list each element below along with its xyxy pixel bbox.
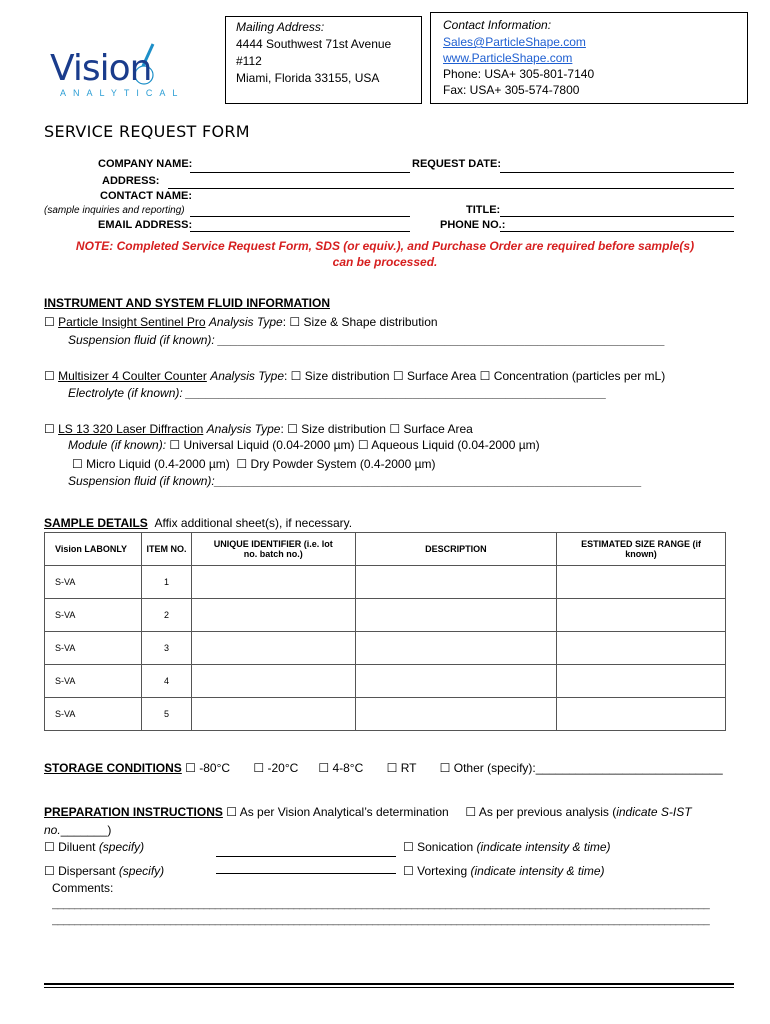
row-desc-cell[interactable] [355, 665, 557, 698]
logo-sub: ANALYTICAL [60, 88, 185, 98]
storage-opt2-checkbox[interactable]: ☐ [253, 761, 265, 775]
sentinel-name: Particle Insight Sentinel Pro [58, 315, 206, 329]
multisizer-opt2-checkbox[interactable]: ☐ [392, 369, 404, 383]
storage-opt5-label: Other (specify):____________________________ [453, 761, 723, 775]
sonication-label: Sonication [417, 840, 474, 854]
table-row [45, 665, 726, 698]
diluent-label: Diluent [58, 840, 96, 854]
diluent-checkbox[interactable]: ☐ [44, 840, 55, 854]
ls-mod1-checkbox[interactable]: ☐ [169, 438, 181, 452]
col-desc: DESCRIPTION [355, 533, 557, 566]
row-lab: S-VA [45, 566, 142, 599]
bottom-divider [44, 983, 734, 985]
multisizer-name: Multisizer 4 Coulter Counter [58, 369, 207, 383]
row-uid-cell[interactable] [191, 599, 355, 632]
request-date-input[interactable] [500, 172, 734, 173]
row-desc-cell[interactable] [355, 632, 557, 665]
mailing-address-box [225, 16, 422, 104]
storage-heading: STORAGE CONDITIONS [44, 761, 182, 775]
samples-heading-row [44, 515, 352, 531]
dispersant-input[interactable] [216, 873, 396, 874]
storage-opt1-checkbox[interactable]: ☐ [185, 761, 196, 775]
row-size-cell[interactable] [557, 599, 726, 632]
sentinel-fluid[interactable]: Suspension fluid (if known): ___________________________________________________________________ [68, 333, 666, 347]
comments-label: Comments: [52, 881, 114, 895]
row-uid-cell[interactable] [191, 566, 355, 599]
ls-opt1-label: Size distribution [301, 422, 386, 436]
company-name-input[interactable] [190, 172, 410, 173]
ls-mod2-checkbox[interactable]: ☐ [357, 438, 369, 452]
table-row [45, 599, 726, 632]
phone-no-label: PHONE NO.: [440, 219, 506, 231]
col-uid: UNIQUE IDENTIFIER (i.e. lot no. batch no.) [191, 533, 355, 566]
storage-opt4-label: RT [400, 761, 417, 775]
diluent-spec: (specify) [98, 840, 145, 854]
row-size-cell[interactable] [557, 566, 726, 599]
prep-row [44, 804, 734, 820]
ls-mod4-label: Dry Powder System (0.4-2000 µm) [250, 457, 436, 471]
storage-row [44, 760, 723, 776]
storage-opt1-label: -80°C [199, 761, 231, 775]
prep-opt2-no: no. [44, 823, 61, 837]
prep-heading: PREPARATION INSTRUCTIONS [44, 805, 223, 819]
samples-header-row [45, 533, 726, 566]
ls-row: ☐ LS 13 320 Laser Diffraction Analysis Type: ☐ Size distribution ☐ Surface Area [44, 422, 473, 436]
ls-mod3-checkbox[interactable]: ☐ [72, 457, 83, 471]
contact-info-box [430, 12, 748, 104]
mailing-line3: Miami, Florida 33155, USA [236, 71, 380, 85]
phone-no-input[interactable] [500, 231, 734, 232]
row-size-cell[interactable] [557, 665, 726, 698]
sentinel-row: ☐ Particle Insight Sentinel Pro Analysis Type: ☐ Size & Shape distribution [44, 315, 438, 329]
storage-opt5-checkbox[interactable]: ☐ [439, 761, 451, 775]
address-input[interactable] [168, 188, 734, 189]
ls-opt2-checkbox[interactable]: ☐ [389, 422, 401, 436]
sonication-spec: (indicate intensity & time) [476, 840, 611, 854]
row-item: 4 [142, 665, 192, 698]
multisizer-opt3-label: Concentration (particles per mL) [493, 369, 666, 383]
multisizer-fluid[interactable]: Electrolyte (if known): _______________________________________________________________ [68, 386, 607, 400]
contact-phone: Phone: USA+ 305-801-7140 [443, 67, 595, 81]
ls-fluid[interactable]: Suspension fluid (if known):________________________________________________________________ [68, 474, 642, 488]
dispersant-row [44, 863, 164, 879]
samples-subheading: Affix additional sheet(s), if necessary. [154, 516, 353, 530]
row-lab: S-VA [45, 698, 142, 731]
note-line2: can be processed. [332, 255, 438, 269]
ls-mod1-label: Universal Liquid (0.04-2000 µm) [183, 438, 355, 452]
multisizer-opt3-checkbox[interactable]: ☐ [479, 369, 491, 383]
mailing-line2: #112 [236, 54, 262, 68]
row-lab: S-VA [45, 599, 142, 632]
email-address-label: EMAIL ADDRESS: [98, 219, 193, 231]
col-item: ITEM NO. [142, 533, 192, 566]
row-desc-cell[interactable] [355, 566, 557, 599]
instrument-heading: INSTRUMENT AND SYSTEM FLUID INFORMATION [44, 296, 330, 310]
row-item: 3 [142, 632, 192, 665]
row-lab: S-VA [45, 665, 142, 698]
company-name-label: COMPANY NAME: [98, 158, 193, 170]
title-label: TITLE: [466, 204, 501, 216]
row-size-cell[interactable] [557, 698, 726, 731]
note-line1: NOTE: Completed Service Request Form, SDS (or equiv.), and Purchase Order are required before sample(s) [75, 239, 695, 253]
multisizer-analysis-label: Analysis Type [210, 369, 284, 383]
sentinel-checkbox[interactable]: ☐ [44, 315, 55, 329]
request-date-label: REQUEST DATE: [412, 158, 502, 170]
ls-module-label: Module (if known): [68, 438, 167, 452]
table-row [45, 566, 726, 599]
contact-fax: Fax: USA+ 305-574-7800 [443, 83, 580, 97]
storage-opt3-checkbox[interactable]: ☐ [318, 761, 330, 775]
row-item: 5 [142, 698, 192, 731]
storage-opt3-label: 4-8°C [332, 761, 364, 775]
row-desc-cell[interactable] [355, 698, 557, 731]
prep-opt1-checkbox[interactable]: ☐ [226, 805, 238, 819]
col-size: ESTIMATED SIZE RANGE (if known) [557, 533, 726, 566]
contact-name-input[interactable] [190, 216, 410, 217]
row-desc-cell[interactable] [355, 599, 557, 632]
ls-name: LS 13 320 Laser Diffraction [58, 422, 204, 436]
storage-opt4-checkbox[interactable]: ☐ [386, 761, 398, 775]
row-uid-cell[interactable] [191, 698, 355, 731]
row-size-cell[interactable] [557, 632, 726, 665]
ls-module-row [68, 437, 540, 453]
sonication-row [403, 839, 611, 855]
dispersant-checkbox[interactable]: ☐ [44, 864, 55, 878]
multisizer-opt1-checkbox[interactable]: ☐ [290, 369, 302, 383]
vortexing-checkbox[interactable]: ☐ [403, 864, 414, 878]
vortexing-spec: (indicate intensity & time) [470, 864, 605, 878]
mailing-heading: Mailing Address: [236, 20, 325, 34]
multisizer-opt1-label: Size distribution [304, 369, 390, 383]
ls-mod4-checkbox[interactable]: ☐ [236, 457, 248, 471]
multisizer-row: ☐ Multisizer 4 Coulter Counter Analysis Type: ☐ Size distribution ☐ Surface Area ☐ Concentration (particles per mL) [44, 369, 666, 383]
row-item: 2 [142, 599, 192, 632]
row-uid-cell[interactable] [191, 665, 355, 698]
diluent-input[interactable] [216, 856, 396, 857]
row-item: 1 [142, 566, 192, 599]
samples-table [44, 532, 726, 731]
ls-analysis-label: Analysis Type [206, 422, 281, 436]
vortexing-label: Vortexing [417, 864, 468, 878]
storage-opt2-label: -20°C [267, 761, 299, 775]
contact-name-label: CONTACT NAME: [100, 190, 193, 202]
bottom-divider-thin [44, 987, 734, 988]
mailing-line1: 4444 Southwest 71st Avenue [236, 37, 392, 51]
address-label: ADDRESS: [102, 175, 160, 187]
dispersant-spec: (specify) [118, 864, 165, 878]
contact-web-link[interactable]: www.ParticleShape.com [443, 51, 573, 65]
diluent-row [44, 839, 144, 855]
contact-note: (sample inquiries and reporting) [44, 205, 185, 216]
prep-opt2-label: As per previous analysis ( [478, 805, 617, 819]
ls-checkbox[interactable]: ☐ [44, 422, 55, 436]
table-row [45, 632, 726, 665]
sonication-checkbox[interactable]: ☐ [403, 840, 414, 854]
vortexing-row [403, 863, 605, 879]
ls-opt1-checkbox[interactable]: ☐ [287, 422, 298, 436]
contact-heading: Contact Information: [443, 18, 552, 32]
contact-email-link[interactable]: Sales@ParticleShape.com [443, 35, 586, 49]
prep-opt1-label: As per Vision Analytical’s determination [239, 805, 449, 819]
sentinel-opt1-label: Size & Shape distribution [303, 315, 438, 329]
email-address-input[interactable] [190, 231, 410, 232]
prep-opt2-hint: indicate S-IST [616, 805, 692, 819]
prep-opt2-cont [44, 822, 111, 838]
multisizer-opt2-label: Surface Area [406, 369, 477, 383]
ls-opt2-label: Surface Area [403, 422, 473, 436]
row-uid-cell[interactable] [191, 632, 355, 665]
col-lab: Vision LABONLY [45, 533, 142, 566]
table-row [45, 698, 726, 731]
dispersant-label: Dispersant [58, 864, 116, 878]
multisizer-checkbox[interactable]: ☐ [44, 369, 55, 383]
logo-word: Vision [50, 48, 152, 89]
comments-line2[interactable]: _____________________________________________________________________________________________________________________ [52, 914, 710, 926]
ls-mod3-label: Micro Liquid (0.4-2000 µm) [86, 457, 230, 471]
logo [50, 40, 185, 104]
prep-opt2-blank[interactable]: _______) [60, 823, 112, 837]
row-lab: S-VA [45, 632, 142, 665]
ls-module-row2 [72, 456, 436, 472]
samples-heading: SAMPLE DETAILS [44, 516, 148, 530]
form-title: SERVICE REQUEST FORM [44, 122, 250, 141]
ls-mod2-label: Aqueous Liquid (0.04-2000 µm) [371, 438, 540, 452]
prep-opt2-checkbox[interactable]: ☐ [465, 805, 477, 819]
sentinel-opt1-checkbox[interactable]: ☐ [289, 315, 301, 329]
title-input[interactable] [500, 216, 734, 217]
comments-line1[interactable]: _____________________________________________________________________________________________________________________ [52, 898, 710, 910]
sentinel-analysis-label: Analysis Type [208, 315, 283, 329]
